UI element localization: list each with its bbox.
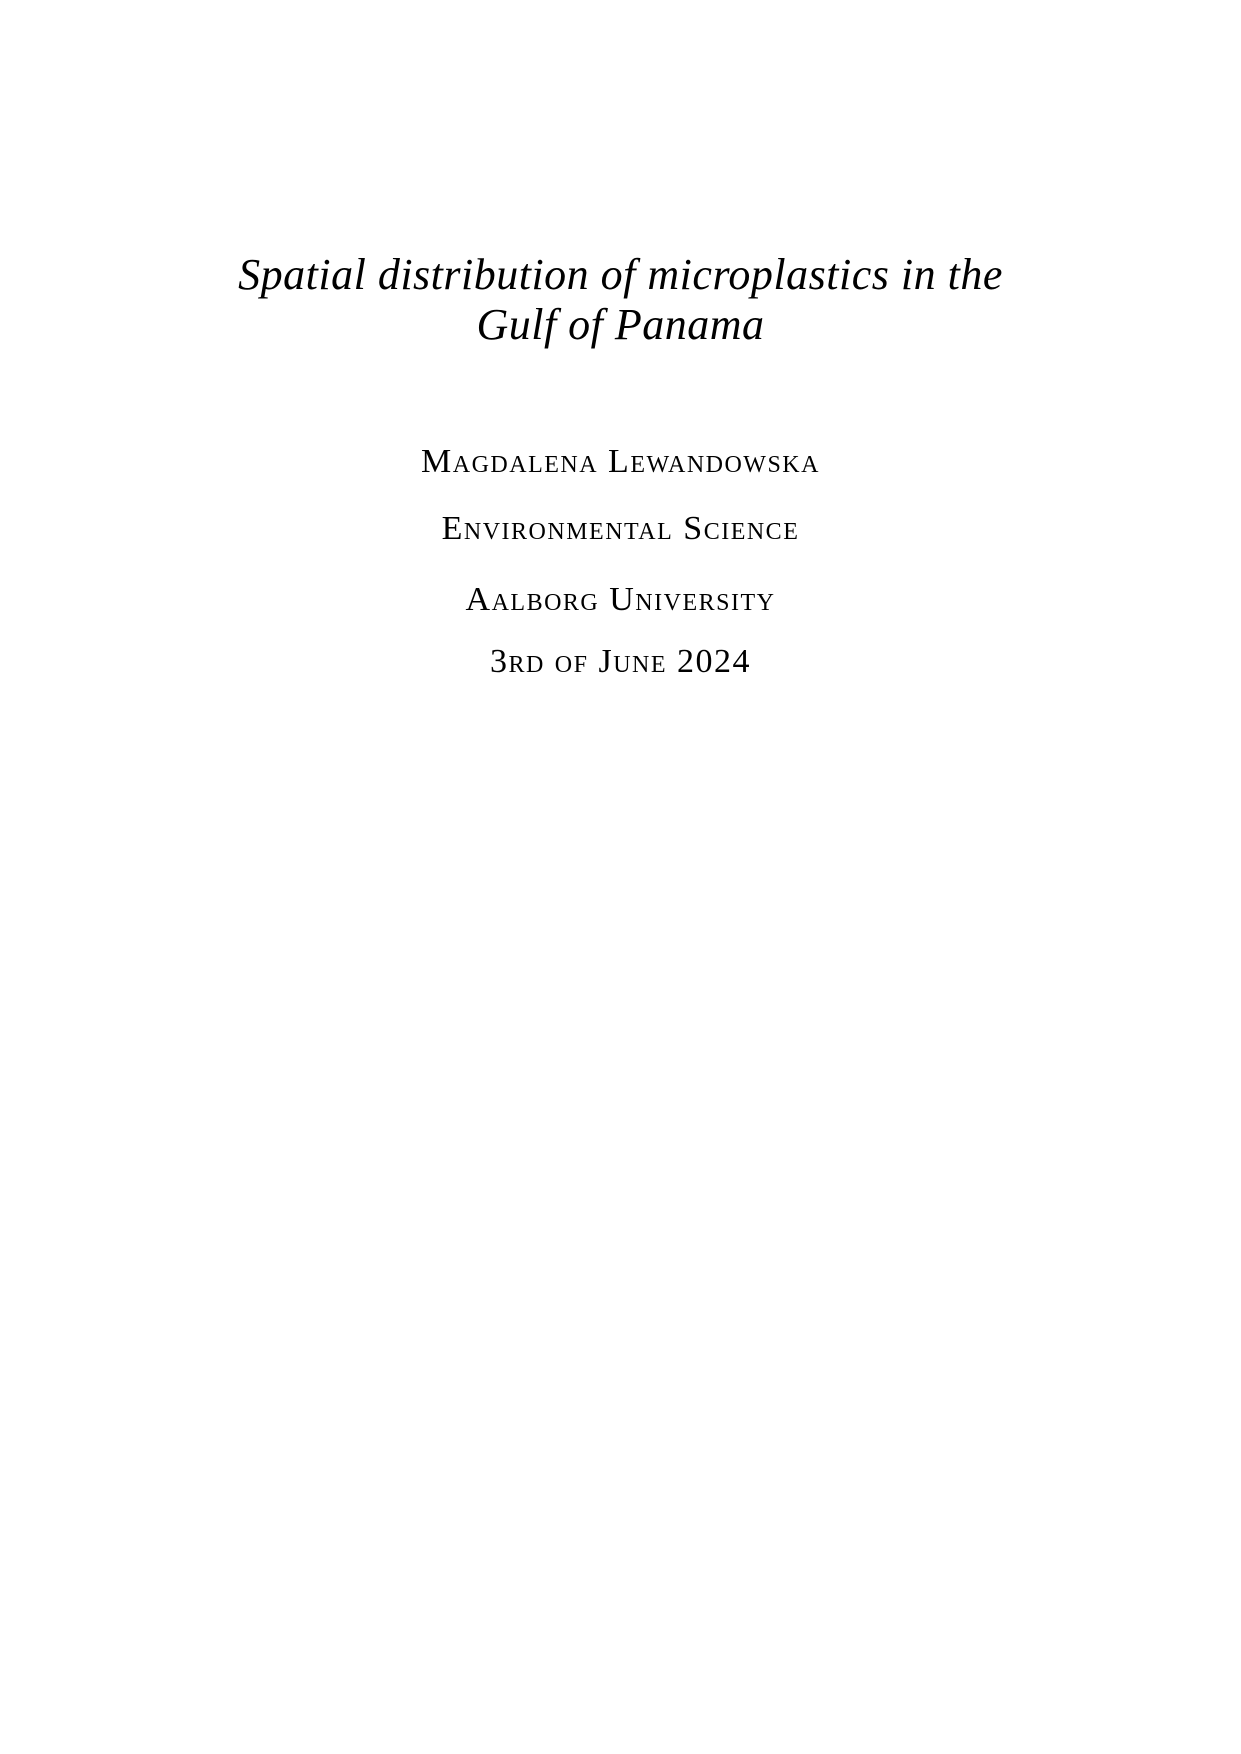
document-title-line-1: Spatial distribution of microplastics in the xyxy=(238,250,1003,299)
publication-date: 3rd of June 2024 xyxy=(489,643,752,680)
document-title-line-2: Gulf of Panama xyxy=(476,300,765,349)
author-name: Magdalena Lewandowska xyxy=(421,443,820,480)
study-program: Environmental Science xyxy=(441,510,800,547)
university-name: Aalborg University xyxy=(465,581,776,618)
